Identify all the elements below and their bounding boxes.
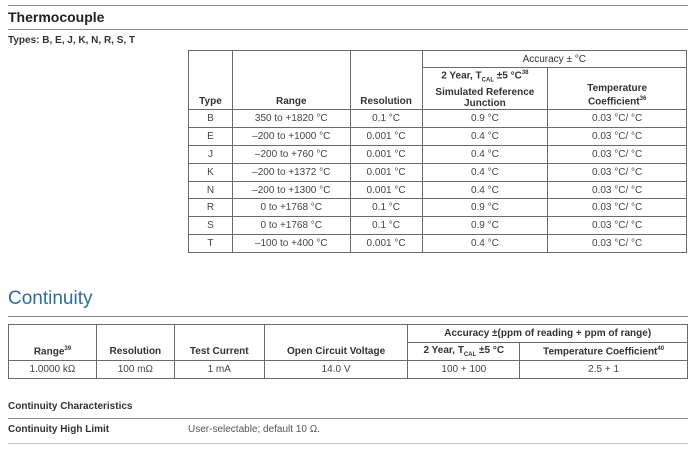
cont-resolution-header: Resolution <box>96 325 174 361</box>
cell: K <box>189 163 233 181</box>
cell: 0.03 °C/ °C <box>548 127 687 145</box>
cont-accuracy-header: Accuracy ±(ppm of reading + ppm of range) <box>408 325 688 343</box>
top-rule <box>8 5 688 6</box>
continuity-high-limit-value: User-selectable; default 10 Ω. <box>188 424 320 435</box>
cell: 0.9 °C <box>422 110 548 128</box>
characteristics-rule <box>8 418 688 419</box>
continuity-characteristics-title: Continuity Characteristics <box>8 401 133 412</box>
cell: J <box>189 145 233 163</box>
cell: 0 to +1768 °C <box>232 217 350 235</box>
cell: –200 to +1300 °C <box>232 181 350 199</box>
cell: T <box>189 235 233 253</box>
cell: 0.4 °C <box>422 235 548 253</box>
accuracy-header: Accuracy ± °C <box>422 51 686 68</box>
cell: 0.03 °C/ °C <box>548 181 687 199</box>
cell: 0.001 °C <box>350 235 422 253</box>
table-row <box>189 217 687 235</box>
cell: 1 mA <box>174 361 264 379</box>
continuity-title-rule <box>8 316 688 317</box>
cell: 100 + 100 <box>408 361 520 379</box>
cont-range-header: Range$^{39}$ <box>9 325 97 361</box>
two-year-header: 2 Year, $T_{CAL} \pm 5$ $^\circ C^{38}$ Simulated Reference Junction <box>422 68 548 110</box>
table-row <box>189 199 687 217</box>
table-row <box>189 181 687 199</box>
cell: 0.001 °C <box>350 181 422 199</box>
cell: R <box>189 199 233 217</box>
cell: –200 to +1372 °C <box>232 163 350 181</box>
table-row <box>189 127 687 145</box>
cell: 0.4 °C <box>422 145 548 163</box>
cell: 0.001 °C <box>350 145 422 163</box>
cell: 0.03 °C/ °C <box>548 217 687 235</box>
cell: N <box>189 181 233 199</box>
cell: 0.4 °C <box>422 163 548 181</box>
cell: E <box>189 127 233 145</box>
cell: 0.03 °C/ °C <box>548 110 687 128</box>
cell: 0.1 °C <box>350 199 422 217</box>
bottom-rule <box>8 443 688 444</box>
table-row <box>189 163 687 181</box>
range-header: Range <box>232 51 350 110</box>
cell: 100 mΩ <box>96 361 174 379</box>
cont-temp-coef-header: Temperature Coefficient$^{40}$ <box>520 343 688 361</box>
cell: B <box>189 110 233 128</box>
cell: –100 to +400 °C <box>232 235 350 253</box>
cell: –200 to +760 °C <box>232 145 350 163</box>
cell: 0.4 °C <box>422 181 548 199</box>
cell: 2.5 + 1 <box>520 361 688 379</box>
cell: 0.4 °C <box>422 127 548 145</box>
cell: 0.9 °C <box>422 199 548 217</box>
resolution-header: Resolution <box>350 51 422 110</box>
cell: 0.001 °C <box>350 163 422 181</box>
cell: 0.03 °C/ °C <box>548 145 687 163</box>
type-header: Type <box>189 51 233 110</box>
continuity-high-limit-label: Continuity High Limit <box>8 424 110 435</box>
cell: S <box>189 217 233 235</box>
cell: 0.001 °C <box>350 127 422 145</box>
continuity-title: Continuity <box>8 288 93 309</box>
cont-ocv-header: Open Circuit Voltage <box>264 325 408 361</box>
cell: 0 to +1768 °C <box>232 199 350 217</box>
cell: 0.9 °C <box>422 217 548 235</box>
cell: 350 to +1820 °C <box>232 110 350 128</box>
table-row <box>189 145 687 163</box>
cell: 1.0000 kΩ <box>9 361 97 379</box>
cell: 0.03 °C/ °C <box>548 163 687 181</box>
thermocouple-title-rule <box>8 29 688 30</box>
table-row <box>189 235 687 253</box>
continuity-table <box>8 324 688 379</box>
table-row <box>9 361 688 379</box>
temp-coefficient-header: Temperature Coefficient$^{36}$ <box>548 68 687 110</box>
table-row <box>189 110 687 128</box>
cell: 0.1 °C <box>350 217 422 235</box>
cell: –200 to +1000 °C <box>232 127 350 145</box>
cell: 14.0 V <box>264 361 408 379</box>
cont-test-current-header: Test Current <box>174 325 264 361</box>
thermocouple-types: Types: B, E, J, K, N, R, S, T <box>8 35 136 46</box>
cell: 0.03 °C/ °C <box>548 199 687 217</box>
cell: 0.1 °C <box>350 110 422 128</box>
thermocouple-table <box>188 50 687 253</box>
thermocouple-title: Thermocouple <box>8 9 105 25</box>
cont-two-year-header: 2 Year, $T_{CAL} \pm 5$ °C <box>408 343 520 361</box>
cell: 0.03 °C/ °C <box>548 235 687 253</box>
